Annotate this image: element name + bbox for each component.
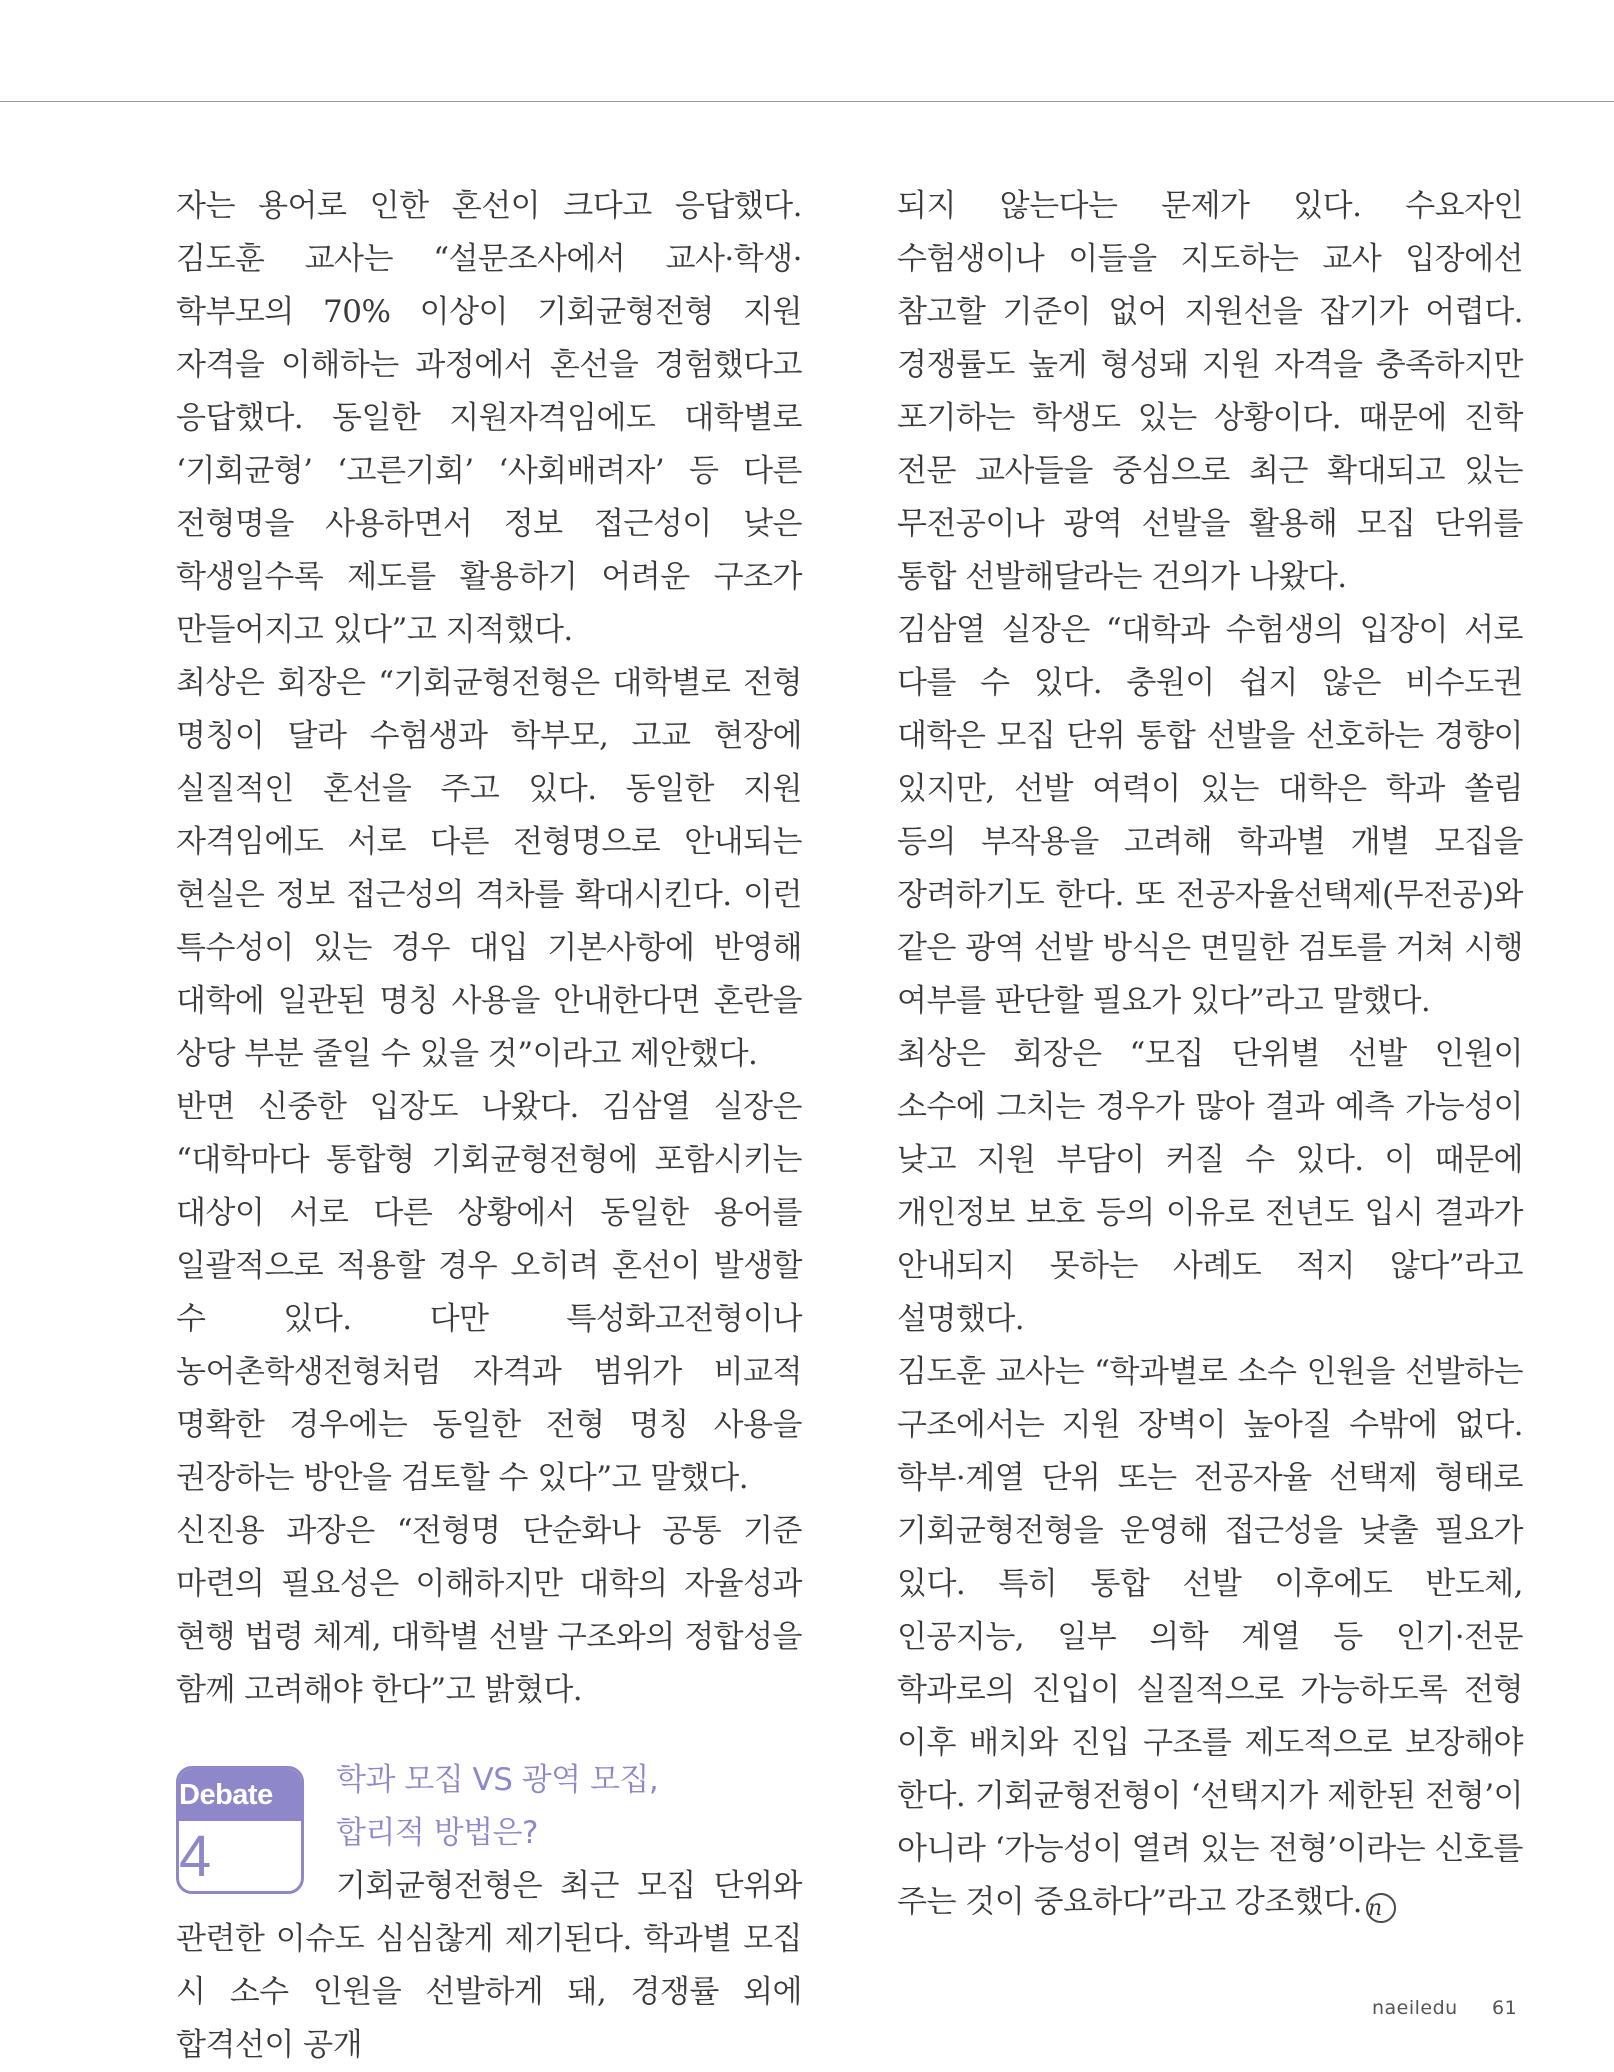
body-paragraph: 자는 용어로 인한 혼선이 크다고 응답했다. 김도훈 교사는 “설문조사에서 교사·학생·학부모의 70% 이상이 기회균형전형 지원 자격을 이해하는 과정에서 혼선을 경험했다고 응답했다. 동일한 지원자격임에도 대학별로 ‘기회균형’ ‘고른기회’ ‘사회배려자’ 등 다른 전형명을 사용하면서 정보 접근성이 낮은 학생일수록 제도를 활용하기 어려운 구조가 만들어지고 있다”고 지적했다. bbox=[176, 188, 802, 648]
body-paragraph: 최상은 회장은 “모집 단위별 선발 인원이 소수에 그치는 경우가 많아 결과 예측 가능성이 낮고 지원 부담이 커질 수 있다. 이 때문에 개인정보 보호 등의 이유로 전년도 입시 결과가 안내되지 못하는 사례도 적지 않다”라고 설명했다. bbox=[897, 1036, 1523, 1337]
header-rule bbox=[0, 101, 1614, 102]
footer-magazine-name: naeiledu bbox=[1372, 1997, 1458, 2019]
debate-heading-line: 합리적 방법은? bbox=[336, 1815, 538, 1851]
body-paragraph: 신진용 과장은 “전형명 단순화나 공통 기준 마련의 필요성은 이해하지만 대학의 자율성과 현행 법령 체계, 대학별 선발 구조와의 정합성을 함께 고려해야 한다”고 밝혔다. bbox=[176, 1513, 802, 1708]
body-paragraph-final bbox=[897, 1346, 1523, 1929]
debate-badge-number: 4 bbox=[179, 1824, 211, 1889]
body-paragraph: 김삼열 실장은 “대학과 수험생의 입장이 서로 다를 수 있다. 충원이 쉽지 않은 비수도권 대학은 모집 단위 통합 선발을 선호하는 경향이 있지만, 선발 여력이 있는 대학은 학과 쏠림 등의 부작용을 고려해 학과별 개별 모집을 장려하기도 한다. 또 전공자율선택제(무전공)와 같은 광역 선발 방식은 면밀한 검토를 거쳐 시행 여부를 판단할 필요가 있다”라고 말했다. bbox=[897, 612, 1523, 1019]
debate-heading-line: 학과 모집 VS 광역 모집, bbox=[336, 1762, 659, 1798]
end-mark-icon: n bbox=[1366, 1893, 1396, 1923]
left-column bbox=[176, 180, 802, 2072]
footer-page-number: 61 bbox=[1492, 1997, 1518, 2019]
debate-badge bbox=[176, 1766, 304, 1894]
body-paragraph: 되지 않는다는 문제가 있다. 수요자인 수험생이나 이들을 지도하는 교사 입장에선 참고할 기준이 없어 지원선을 잡기가 어렵다. 경쟁률도 높게 형성돼 지원 자격을 충족하지만 포기하는 학생도 있는 상황이다. 때문에 진학 전문 교사들을 중심으로 최근 확대되고 있는 무전공이나 광역 선발을 활용해 모집 단위를 통합 선발해달라는 건의가 나왔다. bbox=[897, 188, 1523, 595]
right-column bbox=[897, 180, 1523, 1929]
debate-section bbox=[176, 1754, 802, 2072]
body-paragraph: 반면 신중한 입장도 나왔다. 김삼열 실장은 “대학마다 통합형 기회균형전형에 포함시키는 대상이 서로 다른 상황에서 동일한 용어를 일괄적으로 적용할 경우 오히려 혼선이 발생할 수 있다. 다만 특성화고전형이나 농어촌학생전형처럼 자격과 범위가 비교적 명확한 경우에는 동일한 전형 명칭 사용을 권장하는 방안을 검토할 수 있다”고 말했다. bbox=[176, 1089, 802, 1496]
final-paragraph-text: 김도훈 교사는 “학과별로 소수 인원을 선발하는 구조에서는 지원 장벽이 높아질 수밖에 없다. 학부·계열 단위 또는 전공자율 선택제 형태로 기회균형전형을 운영해 접근성을 낮출 필요가 있다. 특히 통합 선발 이후에도 반도체, 인공지능, 일부 의학 계열 등 인기·전문 학과로의 진입이 실질적으로 가능하도록 전형 이후 배치와 진입 구조를 제도적으로 보장해야 한다. 기회균형전형이 ‘선택지가 제한된 전형’이 아니라 ‘가능성이 열려 있는 전형’이라는 신호를 주는 것이 중요하다”라고 강조했다. bbox=[897, 1354, 1523, 1920]
debate-badge-label: Debate bbox=[179, 1769, 301, 1821]
body-paragraph: 최상은 회장은 “기회균형전형은 대학별로 전형 명칭이 달라 수험생과 학부모, 고교 현장에 실질적인 혼선을 주고 있다. 동일한 지원 자격임에도 서로 다른 전형명으로 안내되는 현실은 정보 접근성의 격차를 확대시킨다. 이런 특수성이 있는 경우 대입 기본사항에 반영해 대학에 일관된 명칭 사용을 안내한다면 혼란을 상당 부분 줄일 수 있을 것”이라고 제안했다. bbox=[176, 665, 802, 1072]
debate-heading bbox=[336, 1754, 802, 1860]
debate-intro-paragraph: 기회균형전형은 최근 모집 단위와 관련한 이슈도 심심찮게 제기된다. 학과별 모집 시 소수 인원을 선발하게 돼, 경쟁률 외에 합격선이 공개 bbox=[176, 1868, 802, 2063]
